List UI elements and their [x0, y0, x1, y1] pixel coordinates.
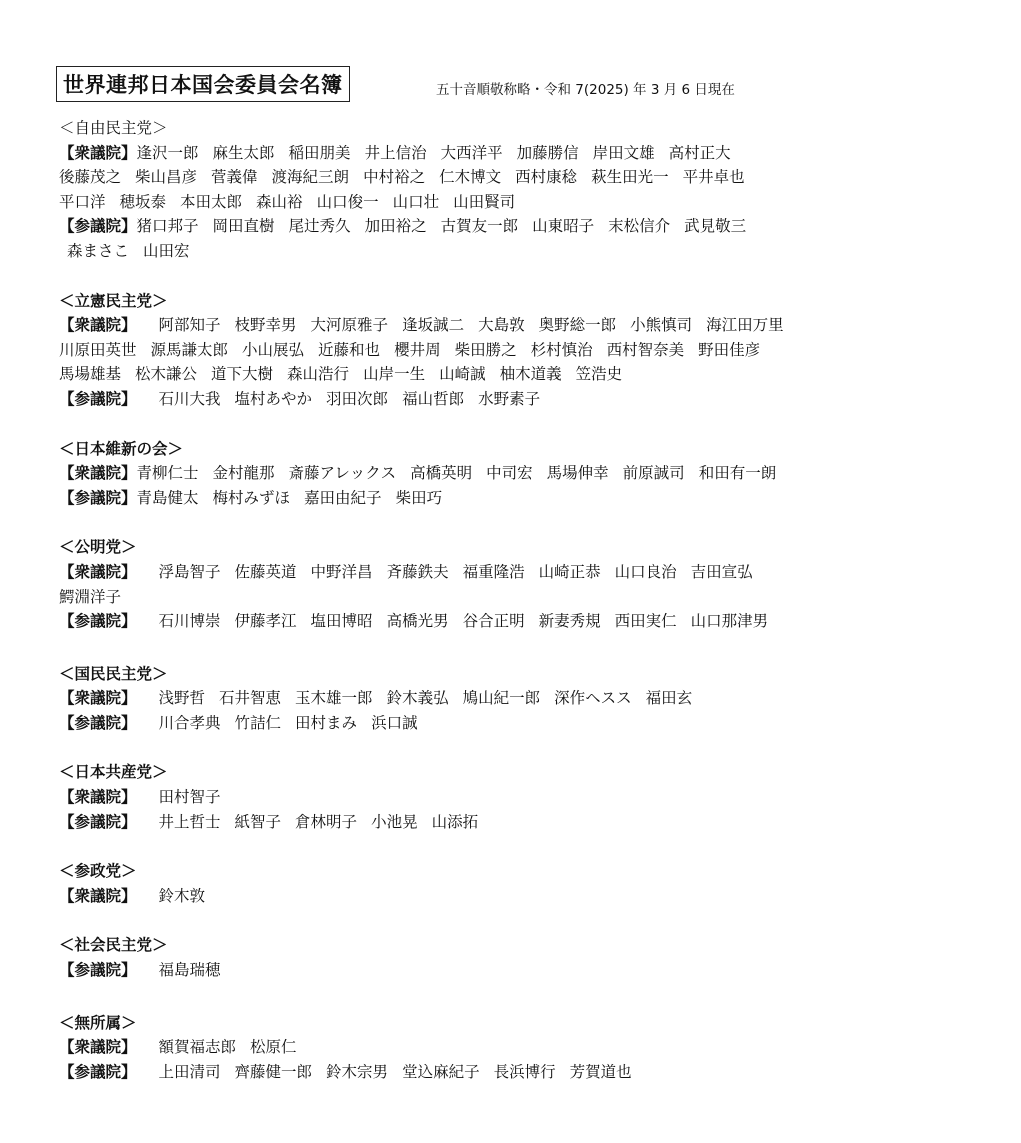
party-heading: ＜公明党＞: [59, 538, 137, 557]
member-name: 嘉田由紀子: [304, 488, 382, 507]
member-name: 森山裕: [256, 192, 303, 211]
member-name: 海江田万里: [706, 316, 784, 335]
member-name: 小池晃: [371, 812, 418, 831]
member-name: 末松信介: [608, 217, 671, 236]
member-name: 福山哲郎: [402, 389, 465, 408]
party-heading: ＜日本共産党＞: [59, 763, 168, 782]
member-name: 福田玄: [645, 689, 693, 708]
member-name: 谷合正明: [462, 612, 525, 631]
member-name: 森まさこ: [67, 241, 130, 260]
member-name: 仁木博文: [439, 168, 502, 187]
member-name: 斉藤鉄夫: [386, 562, 449, 581]
chamber-label-sangiin: 【参議院】: [59, 812, 137, 831]
member-name: 猪口邦子: [136, 217, 199, 236]
member-name: 西田実仁: [614, 612, 677, 631]
member-name: 柴田勝之: [454, 340, 517, 359]
member-name: 井上哲士: [158, 812, 221, 831]
member-name: 井上信治: [364, 143, 427, 162]
member-roster: [59, 116, 1004, 1084]
member-name: 柚木道義: [499, 365, 562, 384]
member-name: 渡海紀三朗: [271, 168, 350, 187]
member-name: 高橋光男: [386, 612, 449, 631]
chamber-label-shugiin: 【衆議院】: [59, 143, 137, 162]
chamber-label-shugiin: 【衆議院】: [59, 689, 137, 708]
member-name: 武見敬三: [684, 217, 747, 236]
member-name: 山東昭子: [532, 217, 595, 236]
member-name: 田村智子: [158, 788, 221, 807]
chamber-label-sangiin: 【参議院】: [59, 389, 137, 408]
member-name: 加藤勝信: [516, 143, 579, 162]
member-name: 山添拓: [431, 812, 479, 831]
member-name: 森山浩行: [287, 365, 350, 384]
house-of-representatives-row: [59, 560, 1004, 585]
member-name: 馬場雄基: [59, 365, 122, 384]
party-heading: ＜国民民主党＞: [59, 664, 168, 683]
member-name: 逢坂誠二: [402, 316, 465, 335]
house-of-representatives-row: [59, 686, 1004, 711]
member-name: 西村康稔: [515, 168, 578, 187]
member-name: 大河原雅子: [310, 316, 389, 335]
member-name: 山口俊一: [316, 192, 379, 211]
member-name: 岡田直樹: [212, 217, 275, 236]
member-name: 石井智恵: [219, 689, 282, 708]
member-name: 平井卓也: [682, 168, 745, 187]
chamber-label-sangiin: 【参議院】: [59, 488, 137, 507]
member-name: 小熊慎司: [630, 316, 693, 335]
member-name: 鈴木義弘: [386, 689, 449, 708]
member-name: 高村正大: [668, 143, 731, 162]
member-name: 斎藤アレックス: [288, 464, 397, 483]
member-name: 前原誠司: [622, 464, 685, 483]
member-name: 穂坂泰: [119, 192, 167, 211]
member-name: 後藤茂之: [59, 168, 122, 187]
member-name: 山崎正恭: [538, 562, 601, 581]
member-name: 奥野総一郎: [538, 316, 617, 335]
chamber-label-shugiin: 【衆議院】: [59, 464, 137, 483]
chamber-label-sangiin: 【参議院】: [59, 612, 137, 631]
member-name: 高橋英明: [410, 464, 473, 483]
member-name: 福重隆浩: [462, 562, 525, 581]
member-name: 浅野哲: [158, 689, 206, 708]
house-of-representatives-row: [59, 585, 1004, 610]
member-name: 柴田巧: [395, 488, 443, 507]
member-name: 加田裕之: [364, 217, 427, 236]
house-of-councillors-row: [59, 214, 1004, 239]
chamber-label-shugiin: 【衆議院】: [59, 562, 137, 581]
party-heading: ＜日本維新の会＞: [59, 439, 184, 458]
house-of-representatives-row: [59, 884, 1004, 909]
member-name: 浜口誠: [371, 713, 418, 732]
member-name: 中村裕之: [363, 168, 426, 187]
member-name: 伊藤孝江: [234, 612, 297, 631]
member-name: 柴山昌彦: [135, 168, 198, 187]
chamber-label-sangiin: 【参議院】: [59, 1062, 137, 1081]
chamber-label-sangiin: 【参議院】: [59, 713, 137, 732]
member-name: 塩村あやか: [234, 389, 313, 408]
member-name: 水野素子: [478, 389, 541, 408]
house-of-representatives-row: [59, 338, 1004, 363]
house-of-representatives-row: [59, 785, 1004, 810]
member-name: 山田宏: [143, 241, 190, 260]
member-name: 新妻秀規: [538, 612, 601, 631]
chamber-label-shugiin: 【衆議院】: [59, 1038, 137, 1057]
member-name: 小山展弘: [242, 340, 305, 359]
member-name: 梅村みずほ: [212, 488, 291, 507]
house-of-councillors-row: [59, 387, 1004, 412]
house-of-representatives-row: [59, 313, 1004, 338]
chamber-label-sangiin: 【参議院】: [59, 217, 137, 236]
member-name: 道下大樹: [211, 365, 274, 384]
member-name: 大西洋平: [440, 143, 503, 162]
member-name: 竹詰仁: [234, 713, 282, 732]
member-name: 川原田英世: [59, 340, 137, 359]
party-heading: ＜自由民主党＞: [59, 119, 168, 137]
party-heading: ＜社会民主党＞: [59, 936, 168, 955]
member-name: 田村まみ: [295, 713, 358, 732]
member-name: 西村智奈美: [606, 340, 685, 359]
member-name: 櫻井周: [394, 340, 441, 359]
member-name: 尾辻秀久: [288, 217, 351, 236]
party-heading: ＜無所属＞: [59, 1013, 137, 1032]
house-of-councillors-row: [59, 958, 1004, 983]
member-name: 倉林明子: [295, 812, 358, 831]
member-name: 鈴木敦: [158, 886, 206, 905]
house-of-councillors-row: [59, 1060, 1004, 1085]
house-of-councillors-row: [59, 810, 1004, 835]
member-name: 金村龍那: [212, 464, 275, 483]
member-name: 青島健太: [136, 488, 199, 507]
house-of-representatives-row: [59, 362, 1004, 387]
member-name: 羽田次郎: [326, 389, 389, 408]
chamber-label-shugiin: 【衆議院】: [59, 316, 137, 335]
member-name: 松木謙公: [135, 365, 198, 384]
member-name: 浮島智子: [158, 562, 221, 581]
member-name: 石川大我: [158, 389, 221, 408]
member-name: 堂込麻紀子: [402, 1062, 480, 1081]
member-name: 吉田宣弘: [690, 562, 753, 581]
member-name: 松原仁: [250, 1038, 297, 1057]
member-name: 塩田博昭: [310, 612, 373, 631]
party-heading: ＜参政党＞: [59, 862, 137, 881]
house-of-councillors-row: [59, 486, 1004, 511]
member-name: 山口良治: [614, 562, 677, 581]
member-name: 馬場伸幸: [546, 464, 609, 483]
member-name: 萩生田光一: [591, 168, 669, 187]
member-name: 岸田文雄: [592, 143, 655, 162]
member-name: 長浜博行: [493, 1062, 556, 1081]
member-name: 阿部知子: [158, 316, 221, 335]
house-of-councillors-row: [59, 609, 1004, 634]
member-name: 川合孝典: [158, 713, 221, 732]
date-note: 五十音順敬称略・令和 7(2025) 年 3 月 6 日現在: [436, 82, 735, 98]
member-name: 大島敦: [478, 316, 525, 335]
member-name: 齊藤健一郎: [234, 1062, 313, 1081]
member-name: 古賀友一郎: [440, 217, 519, 236]
chamber-label-shugiin: 【衆議院】: [59, 788, 137, 807]
chamber-label-shugiin: 【衆議院】: [59, 886, 137, 905]
member-name: 山岸一生: [363, 365, 426, 384]
house-of-representatives-row: [59, 1035, 1004, 1060]
member-name: 和田有一朗: [698, 464, 777, 483]
member-name: 本田太郎: [180, 192, 243, 211]
member-name: 菅義偉: [211, 168, 258, 187]
house-of-representatives-row: [59, 190, 1004, 215]
member-name: 近藤和也: [318, 340, 381, 359]
member-name: 中司宏: [486, 464, 533, 483]
member-name: 稲田朋美: [288, 143, 351, 162]
member-name: 笠浩史: [575, 365, 623, 384]
member-name: 山口壮: [392, 192, 440, 211]
member-name: 上田清司: [158, 1062, 221, 1081]
chamber-label-sangiin: 【参議院】: [59, 961, 137, 980]
member-name: 青柳仁士: [136, 464, 199, 483]
member-name: 逢沢一郎: [136, 143, 199, 162]
house-of-representatives-row: [59, 461, 1004, 486]
member-name: 中野洋昌: [310, 562, 373, 581]
member-name: 野田佳彦: [698, 340, 761, 359]
house-of-representatives-row: [59, 141, 1004, 166]
member-name: 山田賢司: [453, 192, 516, 211]
party-heading: ＜立憲民主党＞: [59, 291, 168, 310]
member-name: 源馬謙太郎: [150, 340, 229, 359]
member-name: 麻生太郎: [212, 143, 275, 162]
house-of-councillors-row: [59, 711, 1004, 736]
member-name: 福島瑞穂: [158, 961, 221, 980]
page-title: 世界連邦日本国会委員会名簿: [56, 66, 350, 102]
house-of-councillors-row: [59, 239, 1004, 264]
member-name: 山崎誠: [439, 365, 486, 384]
member-name: 平口洋: [59, 192, 106, 211]
member-name: 紙智子: [234, 812, 282, 831]
member-name: 鳩山紀一郎: [462, 689, 541, 708]
member-name: 鈴木宗男: [326, 1062, 389, 1081]
member-name: 額賀福志郎: [158, 1038, 237, 1057]
member-name: 玉木雄一郎: [295, 689, 373, 708]
member-name: 杉村慎治: [530, 340, 593, 359]
member-name: 深作ヘスス: [554, 689, 632, 708]
member-name: 鰐淵洋子: [59, 587, 122, 606]
member-name: 石川博崇: [158, 612, 221, 631]
member-name: 山口那津男: [690, 612, 769, 631]
house-of-representatives-row: [59, 165, 1004, 190]
member-name: 芳賀道也: [569, 1062, 632, 1081]
member-name: 枝野幸男: [234, 316, 297, 335]
member-name: 佐藤英道: [234, 562, 297, 581]
